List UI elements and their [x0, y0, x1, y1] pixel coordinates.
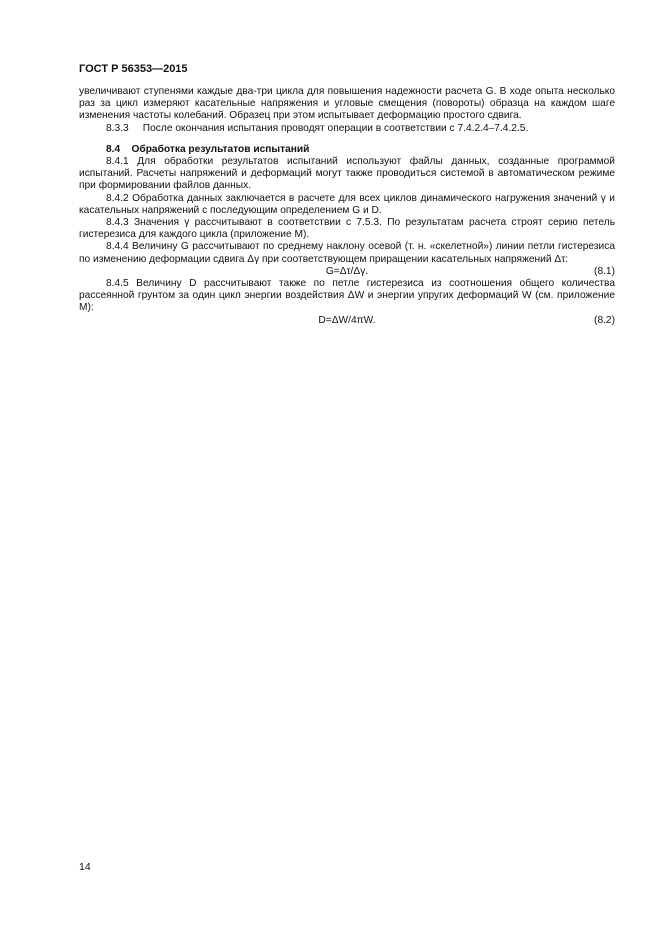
- equation-formula: G=Δτ/Δγ.: [325, 265, 369, 277]
- paragraph-continued: увеличивают ступенями каждые два-три цикла для повышения надежности расчета G. В ходе опыта несколько раз за цикл измеряют касательные напряжения и угловые смещения (повороты) образца на каждом шаге изменения частоты колебаний. Образец при этом испытывает деформацию простого сдвига.: [79, 86, 615, 122]
- paragraph-8-4-3: 8.4.3 Значения γ рассчитывают в соответствии с 7.5.3. По результатам расчета строят серию петель гистерезиса для каждого цикла (приложение М).: [79, 217, 615, 241]
- equation-8-1: [79, 266, 615, 278]
- equation-formula: D=ΔW/4πW.: [318, 314, 376, 326]
- paragraph-8-4-4: 8.4.4 Величину G рассчитывают по среднему наклону осевой (т. н. «скелетной») линии петли гистерезиса по изменению деформации сдвига Δγ при соответствующем приращении касательных напряжений Δτ:: [79, 241, 615, 265]
- paragraph-8-4-5: 8.4.5 Величину D рассчитывают также по петле гистерезиса из соотношения общего количества рассеянной грунтом за один цикл энергии воздействия ΔW и энергии упругих деформаций W (см. приложение М):: [79, 278, 615, 314]
- paragraph-8-4-1: 8.4.1 Для обработки результатов испытаний используют файлы данных, созданные программой испытаний. Расчеты напряжений и деформаций могут также проводиться системой в автоматическом режиме при формировании файлов данных.: [79, 156, 615, 192]
- paragraph-8-4-2: 8.4.2 Обработка данных заключается в расчете для всех циклов динамического нагружения значений γ и касательных напряжений с последующим определением G и D.: [79, 192, 615, 216]
- section-heading-8-4: 8.4 Обработка результатов испытаний: [106, 143, 310, 155]
- page-number: 14: [79, 861, 91, 873]
- document-header: ГОСТ Р 56353—2015: [79, 63, 188, 75]
- paragraph-8-3-3: 8.3.3 После окончания испытания проводят операции в соответствии с 7.4.2.4–7.4.2.5.: [106, 122, 529, 134]
- equation-8-2: [79, 315, 615, 327]
- page-body: [79, 86, 615, 327]
- equation-number: (8.2): [594, 314, 615, 326]
- equation-number: (8.1): [594, 265, 615, 277]
